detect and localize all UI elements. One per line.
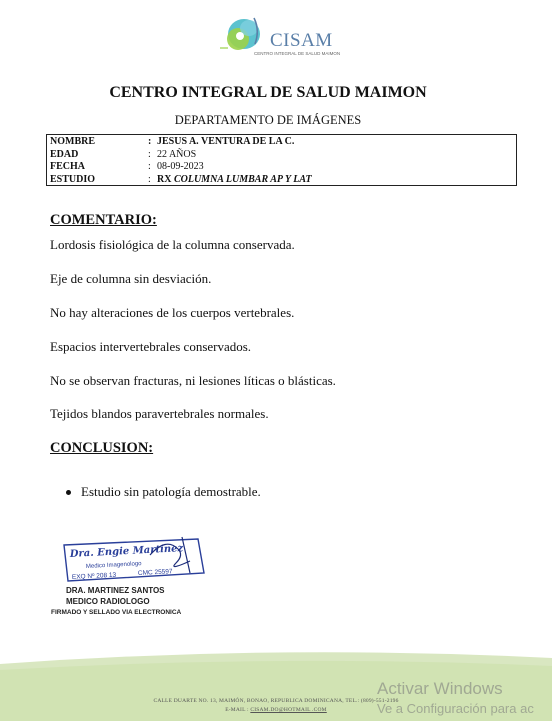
study-prefix: RX (157, 173, 174, 185)
stamp-role: Medico Imagenologo (85, 561, 142, 570)
stamp-exq: EXQ Nº 208 13 (71, 571, 117, 581)
patient-label: EDAD (50, 148, 79, 160)
signature-stamp (58, 533, 214, 589)
conclusion-text: Estudio sin patología demostrable. (81, 484, 261, 499)
cisam-logo (214, 10, 344, 60)
patient-colon: : (148, 148, 151, 160)
comment-line: Lordosis fisiológica de la columna conservada. (50, 237, 295, 252)
patient-study-value (157, 174, 312, 187)
patient-row-name (47, 136, 516, 149)
comment-line: Tejidos blandos paravertebrales normales. (50, 406, 269, 421)
footer-email-link[interactable]: CISAM.DO@HOTMAIL .COM (250, 707, 327, 713)
stamp-cmd: CMC 25597 (137, 568, 173, 577)
patient-row-age (47, 149, 516, 162)
patient-label: ESTUDIO (50, 173, 96, 185)
stamp-name: Dra. Engie Martinez (69, 543, 184, 560)
page-title: CENTRO INTEGRAL DE SALUD MAIMON (109, 84, 427, 101)
footer-email-label: E-MAIL : (225, 707, 251, 713)
signature-note: FIRMADO Y SELLADO VIA ELECTRONICA (51, 609, 182, 616)
study-name: COLUMNA LUMBAR AP Y LAT (173, 173, 312, 185)
patient-age-value: 22 AÑOS (157, 148, 197, 160)
patient-info-box (46, 134, 517, 186)
patient-colon: : (148, 161, 151, 172)
department-title: DEPARTAMENTO DE IMÁGENES (174, 113, 362, 127)
comment-line: Eje de columna sin desviación. (50, 271, 212, 286)
signer-name: DRA. MARTINEZ SANTOS (66, 586, 165, 595)
footer-address: CALLE DUARTE NO. 13, MAIMÓN, BONAO, REPUBLICA DOMINICANA, TEL.: (809)-551-2196 (153, 698, 399, 704)
activation-watermark-title: Activar Windows (377, 679, 503, 698)
patient-row-study (47, 174, 516, 187)
activation-watermark-subtitle: Ve a Configuración para ac (377, 701, 534, 716)
comment-line: Espacios intervertebrales conservados. (50, 339, 252, 354)
conclusion-heading: CONCLUSION: (50, 440, 154, 456)
logo-subtext: CENTRO INTEGRAL DE SALUD MAIMON (254, 51, 341, 56)
patient-label: NOMBRE (50, 136, 95, 147)
comment-heading: COMENTARIO: (50, 212, 157, 228)
patient-name-value: JESUS A. VENTURA DE LA C. (157, 136, 295, 147)
patient-date-value: 08-09-2023 (157, 161, 204, 172)
patient-label: FECHA (50, 161, 85, 172)
bullet-icon (66, 490, 71, 495)
comment-line: No se observan fracturas, ni lesiones líticas o blásticas. (50, 373, 336, 388)
conclusion-item (66, 484, 261, 500)
patient-row-date (47, 161, 516, 174)
patient-colon: : (148, 136, 152, 147)
logo-text: CISAM (270, 30, 333, 51)
comment-line: No hay alteraciones de los cuerpos vertebrales. (50, 305, 295, 320)
patient-colon: : (148, 173, 151, 185)
signer-title: MEDICO RADIOLOGO (66, 597, 150, 606)
